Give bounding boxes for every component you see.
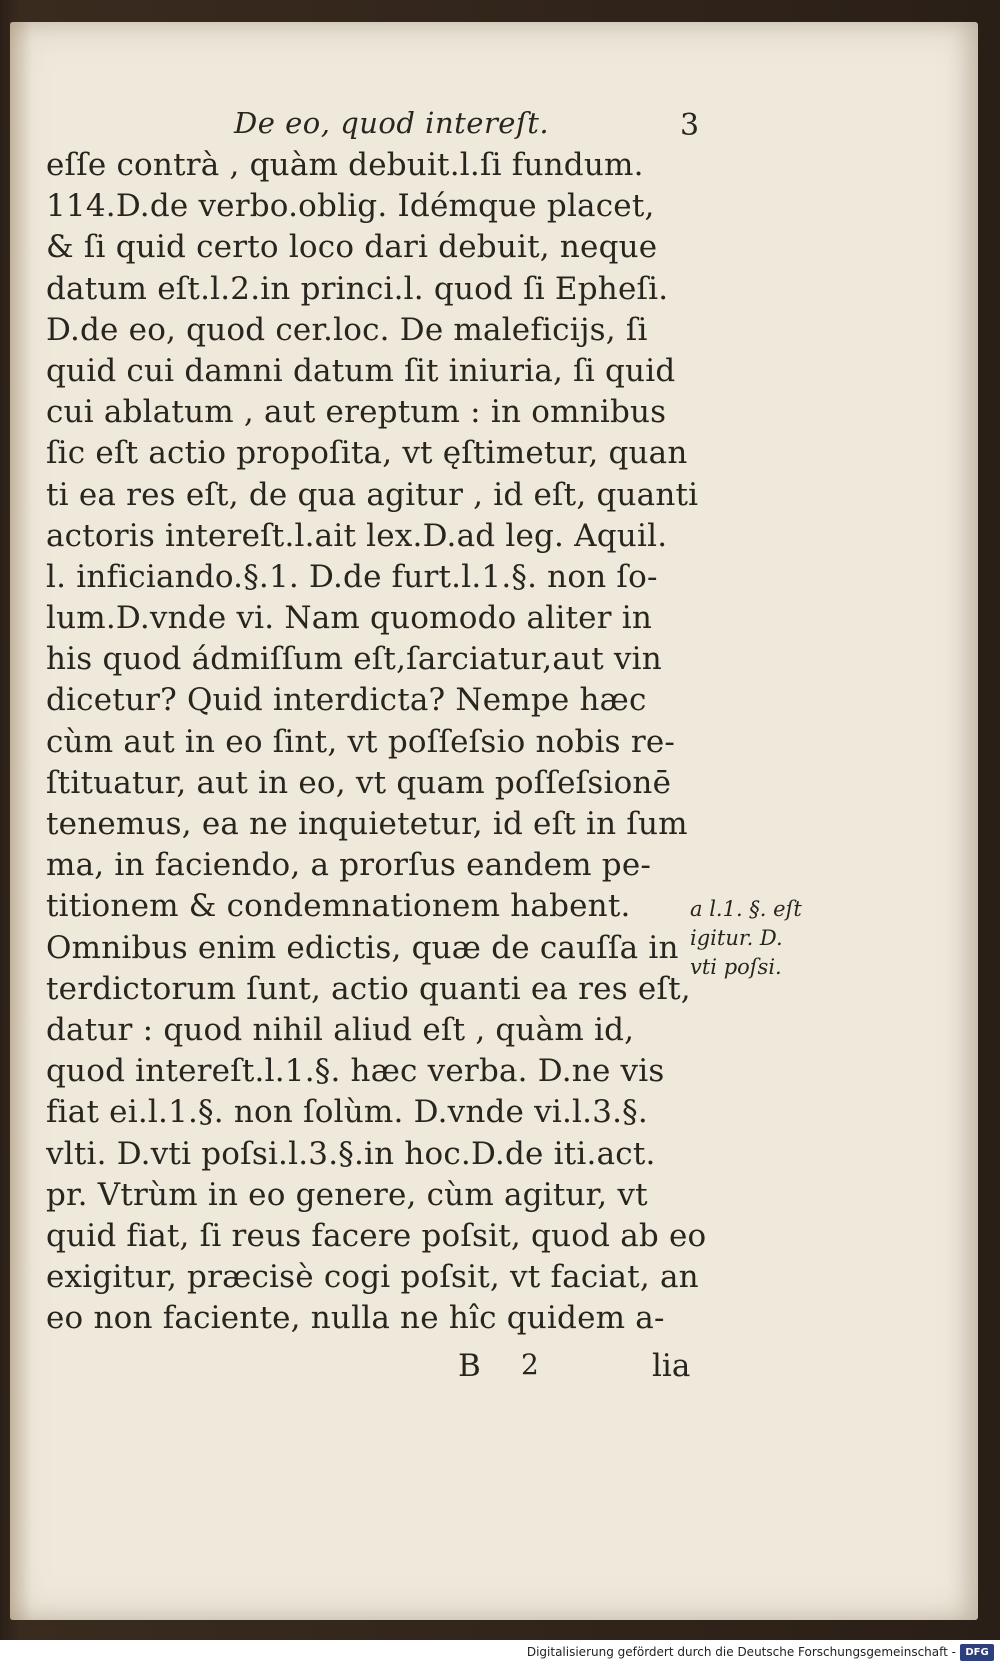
text-line: his quod ádmiſſum eſt,ſarciatur,aut vin	[46, 641, 662, 678]
funding-credit: Digitalisierung gefördert durch die Deutsche Forschungsgemeinschaft -	[526, 1645, 956, 1659]
text-line: tenemus, ea ne inquietetur, id eſt in ſum	[46, 806, 688, 842]
body-text	[46, 145, 706, 1339]
text-line: quid cui damni datum ſit iniuria, ſi quid	[46, 352, 676, 389]
dfg-logo-icon: DFG	[960, 1644, 994, 1661]
text-line: ma, in faciendo, a prorſus eandem pe-	[46, 847, 652, 884]
footer-bar	[0, 1640, 1000, 1666]
text-line: datum eſt.l.2.in princi.l. quod ſi Epheſi.	[46, 270, 669, 307]
text-line: eſſe contrà , quàm debuit.l.ſi fundum.	[46, 147, 644, 183]
text-line: quod intereſt.l.1.§. hæc verba. D.ne vis	[46, 1053, 665, 1090]
text-line: ti ea res eſt, de qua agitur , id eſt, quanti	[46, 476, 699, 513]
text-line: cui ablatum , aut ereptum : in omnibus	[46, 394, 667, 431]
text-line: 114.D.de verbo.oblig. Idémque placet,	[46, 188, 655, 225]
text-line: Omnibus enim edictis, quæ de cauſſa in	[46, 929, 679, 966]
text-line: D.de eo, quod cer.loc. De maleficijs, ſi	[46, 311, 648, 348]
signature-number: 2	[521, 1348, 539, 1381]
text-line: vlti. D.vti poſsi.l.3.§.in hoc.D.de iti.act.	[46, 1135, 656, 1172]
page-number: 3	[680, 108, 700, 143]
text-line: exigitur, præcisè cogi poſsit, vt faciat, an	[46, 1259, 699, 1296]
marginal-note-line: igitur. D.	[690, 926, 783, 950]
text-line: fiat ei.l.1.§. non ſolùm. D.vnde vi.l.3.§.	[46, 1094, 648, 1131]
text-line: dicetur? Quid interdicta? Nempe hæc	[46, 682, 647, 719]
text-line: titionem & condemnationem habent.	[46, 888, 631, 925]
text-line: pr. Vtrùm in eo genere, cùm agitur, vt	[46, 1176, 648, 1213]
catchword: lia	[652, 1348, 691, 1384]
page-gutter-shadow	[10, 22, 32, 1620]
text-line: datur : quod nihil aliud eſt , quàm id,	[46, 1011, 635, 1048]
text-line: lum.D.vnde vi. Nam quomodo aliter in	[46, 600, 653, 637]
text-line: actoris intereſt.l.ait lex.D.ad leg. Aquil.	[46, 517, 668, 554]
marginal-note-line: a l.1. §. eſt	[690, 897, 802, 921]
text-line: terdictorum ſunt, actio quanti ea res eſt,	[46, 970, 691, 1007]
text-line: & ſi quid certo loco dari debuit, neque	[46, 229, 658, 266]
text-line: eo non faciente, nulla ne hîc quidem a-	[46, 1300, 665, 1337]
text-line: l. inficiando.§.1. D.de furt.l.1.§. non ſo-	[46, 558, 658, 595]
marginal-note-line: vti poſsi.	[690, 955, 782, 979]
running-head: De eo, quod intereſt.	[234, 106, 550, 140]
text-line: ſic eſt actio propoſita, vt ęſtimetur, quan	[46, 435, 688, 472]
marginal-note	[690, 895, 850, 982]
text-line: cùm aut in eo ſint, vt poſſeſsio nobis re-	[46, 723, 676, 760]
text-line: quid fiat, ſi reus facere poſsit, quod ab eo	[46, 1217, 706, 1254]
text-line: ſtituatur, aut in eo, vt quam poſſeſsionē	[46, 764, 672, 801]
signature-mark: B	[458, 1348, 481, 1384]
